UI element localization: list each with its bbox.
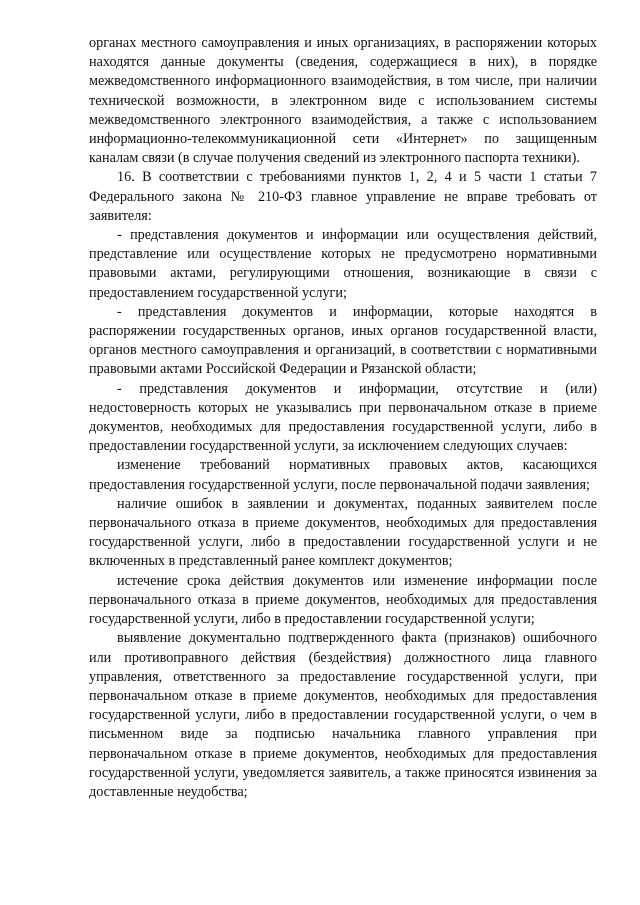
paragraph-exception-4: выявление документально подтвержденного факта (признаков) ошибочного или противоправного действия (бездействия) должностного лица главного управления, ответственного за предоставление государственной услуги, при первоначальном отказе в приеме документов, необходимых для предоставления государственной услуги, либо в предоставлении государственной услуги, о чем в письменном виде за подписью начальника главного управления при первоначальном отказе в приеме документов, необходимых для предоставления государственной услуги, уведомляется заявитель, а также приносятся извинения за доставленные неудобства;	[89, 630, 597, 800]
paragraph-continuation: органах местного самоуправления и иных организациях, в распоряжении которых находятся данные документы (сведения, содержащиеся в них), в порядке межведомственного информационного взаимодействия, в том числе, при наличии технической возможности, в электронном виде с использованием системы межведомственного электронного взаимодействия, а также с использованием информационно-телекоммуникационной сети «Интернет» по защищенным каналам связи (в случае получения сведений из электронного паспорта техники).	[89, 35, 597, 167]
paragraph-dash-3: - представления документов и информации, отсутствие и (или) недостоверность которых не указывались при первоначальном отказе в приеме документов, необходимых для предоставления государственной услуги, либо в предоставлении государственной услуги, за исключением следующих случаев:	[89, 380, 597, 455]
paragraph-exception-3: истечение срока действия документов или изменение информации после первоначального отказа в приеме документов, необходимых для предоставления государственной услуги, либо в предоставлении государственной услуги;	[89, 572, 597, 628]
paragraph-exception-1: изменение требований нормативных правовых актов, касающихся предоставления государственной услуги, после первоначальной подачи заявления;	[89, 457, 597, 493]
paragraph-dash-1: - представления документов и информации или осуществления действий, представление или осуществление которых не предусмотрено нормативными правовыми актами, регулирующими отношения, возникающие в связи с предоставлением государственной услуги;	[89, 227, 597, 301]
document-page	[89, 34, 597, 802]
paragraph-exception-2: наличие ошибок в заявлении и документах, поданных заявителем после первоначального отказа в приеме документов, необходимых для предоставления государственной услуги, либо в предоставлении государственной услуги и не включенных в представленный ранее комплект документов;	[89, 495, 597, 570]
paragraph-dash-2: - представления документов и информации, которые находятся в распоряжении государственных органов, иных органов государственной власти, органов местного самоуправления и организаций, в соответствии с нормативными правовыми актами Российской Федерации и Рязанской области;	[89, 303, 597, 378]
paragraph-item-16: 16. В соответствии с требованиями пунктов 1, 2, 4 и 5 части 1 статьи 7 Федерального закона № 210-ФЗ главное управление не вправе требовать от заявителя:	[89, 169, 597, 224]
